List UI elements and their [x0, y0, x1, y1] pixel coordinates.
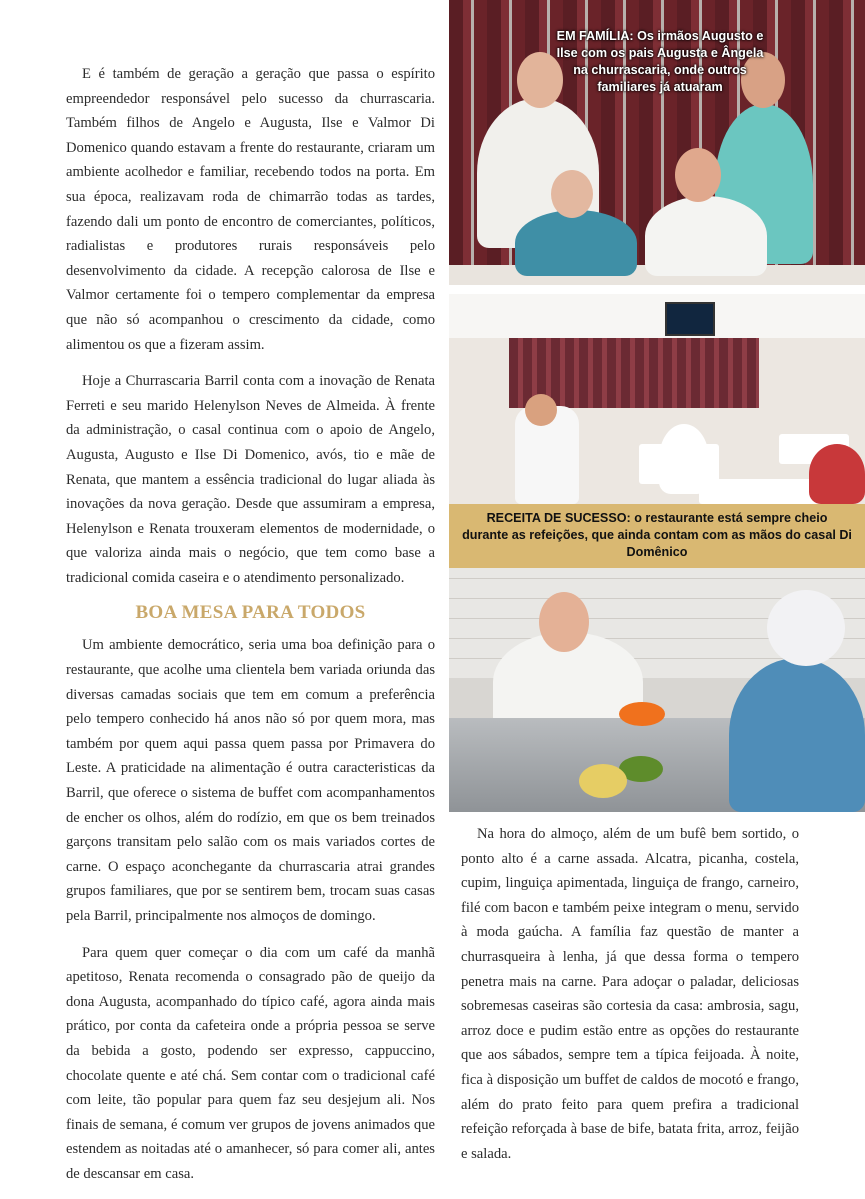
carrot [619, 702, 665, 726]
elderly-man [645, 196, 767, 276]
elderly-woman-head [767, 590, 845, 666]
body-paragraph: Para quem quer começar o dia com um café da manhã apetitoso, Renata recomenda o consagrado pão de queijo da dona Augusta, acompanhado do típico café, agora ainda mais prático, por conta da cafeteira onde a própria pessoa se serve da bebida a gosto, podendo ser expresso, cappuccino, chocolate quente e até chá. Sem contar com o tradicional café com leite, tão popular para quem faz seu desjejum ali. Nos finais de semana, é comum ver grupos de jovens animados que estendem as noitadas até o amanhecer, só para comer ali, antes de descansar em casa. [66, 944, 435, 1182]
body-paragraph: E é também de geração a geração que passa o espírito empreendedor responsável pelo sucesso da churrascaria. Também filhos de Angelo e Augusta, Ilse e Valmor Di Domenico quando estavam a frente do restaurante, criaram um ambiente acolhedor e familiar, recebendo todos na porta. Em sua época, realizavam roda de chimarrão todas as tardes, fazendo dali um ponto de encontro de comerciantes, políticos, radialistas e produtores rurais responsáveis pelo desenvolvimento da cidade. A recepção calorosa de Ilse e Valmor certamente foi o tempero complementar da empresa que não só acompanhou o crescimento da cidade, como alimentou os que a fizeram assim. [66, 66, 435, 353]
photo-caption: EM FAMÍLIA: Os irmãos Augusto e Ilse com os pais Augusta e Ângela na churrascaria, onde outros familiares já atuaram [556, 29, 764, 94]
right-column [461, 822, 799, 1178]
diner [659, 424, 709, 494]
photo-caption: RECEITA DE SUCESSO: o restaurante está sempre cheio durante as refeições, que ainda contam com as mãos do casal Di Domênico [462, 511, 852, 559]
left-column [66, 62, 435, 1199]
tv-screen [665, 302, 715, 336]
section-heading: BOA MESA PARA TODOS [135, 602, 366, 624]
body-paragraph: Hoje a Churrascaria Barril conta com a inovação de Renata Ferreti e seu marido Helenylson Neves de Almeida. À frente da administração, o casal continua com o apoio de Angelo, Augusta, Augusto e Ilse Di Domenico, avós, tio e mãe de Renata, que mantem a essência tradicional do lugar aliada às inovações da nova geração. Desde que assumiram a empresa, Helenylson e Renata trouxeram elementos de modernidade, o que valoriza ainda mais o negócio, que tem como base a tradicional comida caseira e o atendimento personalizado. [66, 373, 435, 586]
elderly-woman-head [551, 170, 593, 218]
elderly-woman-kitchen [729, 658, 865, 812]
potato [579, 764, 627, 798]
body-paragraph: Na hora do almoço, além de um bufê bem sortido, o ponto alto é a carne assada. Alcatra, picanha, costela, cupim, linguiça apimentada, linguiça de frango, carneiro, filé com bacon e também peixe integram o menu, servido à moda gaúcha. A família faz questão de manter a churrasqueira à lenha, já que dessa forma o tempero penetra mais na carne. Para adoçar o paladar, deliciosas sobremesas caseiras são cortesia da casa: ambrosia, sagu, arroz doce e pudim estão entre as opções do restaurante que aos sábados, sempre tem a típica feijoada. À noite, fica à disposição um buffet de caldos de mocotó e frango, além do prato feito para quem prefira a tradicional refeição reforçada à base de bife, batata frita, arroz, feijão e salada. [461, 826, 799, 1162]
restaurant-photo [449, 294, 865, 504]
elderly-man-head [675, 148, 721, 202]
waiter-head [525, 394, 557, 426]
kitchen-photo [449, 568, 865, 812]
diner [809, 444, 865, 504]
body-paragraph: Um ambiente democrático, seria uma boa definição para o restaurante, que acolhe uma clientela bem variada oriunda das diversas camadas sociais que tem em comum a preferência pelo tempero conhecido há anos não só por quem mora, mas também por quem aqui passa quem passa por Primavera do Leste. A praticidade na alimentação é outra caracteristicas da Barril, que oferece o sistema de buffet com acompanhamentos de encher os olhos, além do rodízio, em que os bem treinados garçons transitam pelo salão com os mais variados cortes de carne. O espaço aconchegante da churrascaria atrai grandes grupos familiares, que por se sentirem bem, trocam suas casas pela Barril, principalmente nos almoços de domingo. [66, 637, 435, 924]
elderly-woman [515, 210, 637, 276]
elderly-man-head [539, 592, 589, 652]
ceiling [449, 294, 865, 338]
